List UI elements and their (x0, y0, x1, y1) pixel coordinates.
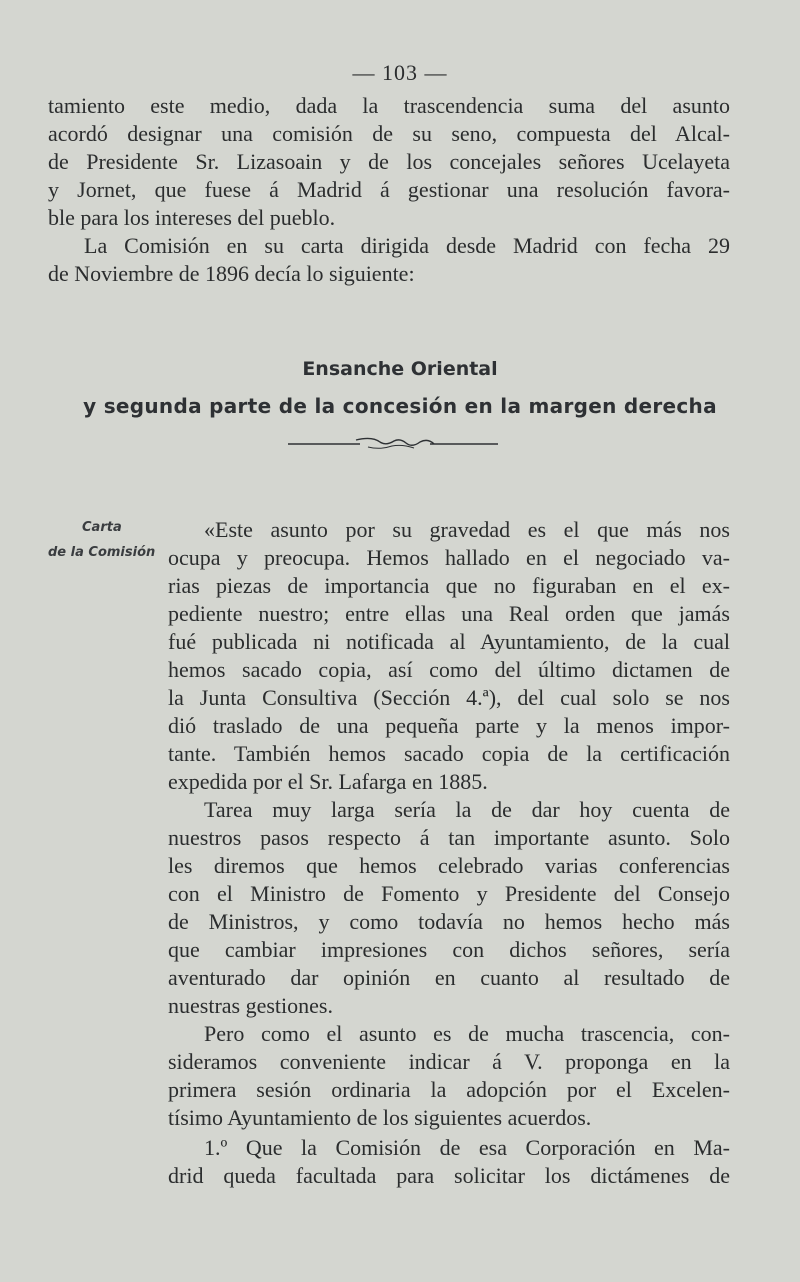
text-line: drid queda facultada para solicitar los dictámenes de (168, 1163, 730, 1188)
text-line: fué publicada ni notificada al Ayuntamiento, de la cual (168, 629, 730, 654)
text-line: Pero como el asunto es de mucha trascencia, con- (204, 1021, 730, 1046)
text-line: nuestras gestiones. (168, 993, 333, 1018)
text-line: primera sesión ordinaria la adopción por el Excelen- (168, 1077, 730, 1102)
text-line: rias piezas de importancia que no figuraban en el ex- (168, 573, 730, 598)
margin-note: de la Comisión (48, 545, 156, 560)
page-number: — 103 — (352, 60, 448, 85)
text-line: tísimo Ayuntamiento de los siguientes acuerdos. (168, 1105, 592, 1130)
section-subheading: y segunda parte de la concesión en la margen derecha (83, 394, 717, 418)
text-line: con el Ministro de Fomento y Presidente del Consejo (168, 881, 730, 906)
margin-note: Carta (82, 520, 122, 535)
text-line: Tarea muy larga sería la de dar hoy cuenta de (204, 797, 730, 822)
text-line: 1.º Que la Comisión de esa Corporación en Ma- (204, 1135, 730, 1160)
text-line: La Comisión en su carta dirigida desde Madrid con fecha 29 (84, 233, 730, 258)
text-line: sideramos conveniente indicar á V. proponga en la (168, 1049, 730, 1074)
text-line: expedida por el Sr. Lafarga en 1885. (168, 769, 488, 794)
text-line: «Este asunto por su gravedad es el que más nos (204, 517, 730, 542)
text-line: ocupa y preocupa. Hemos hallado en el negociado va- (168, 545, 730, 570)
text-line: la Junta Consultiva (Sección 4.ª), del cual solo se nos (168, 685, 730, 710)
text-line: aventurado dar opinión en cuanto al resultado de (168, 965, 730, 990)
text-line: tante. También hemos sacado copia de la certificación (168, 741, 730, 766)
text-line: de Noviembre de 1896 decía lo siguiente: (48, 261, 415, 286)
text-line: y Jornet, que fuese á Madrid á gestionar una resolución favora- (48, 177, 730, 202)
text-line: dió traslado de una pequeña parte y la menos impor- (168, 713, 730, 738)
text-line: nuestros pasos respecto á tan importante asunto. Solo (168, 825, 730, 850)
text-line: tamiento este medio, dada la trascendencia suma del asunto (48, 93, 730, 118)
text-line: de Presidente Sr. Lizasoain y de los concejales señores Ucelayeta (48, 149, 730, 174)
ornament-divider-icon (288, 432, 498, 456)
section-heading: Ensanche Oriental (302, 358, 498, 380)
text-line: de Ministros, y como todavía no hemos hecho más (168, 909, 730, 934)
text-line: les diremos que hemos celebrado varias conferencias (168, 853, 730, 878)
text-line: acordó designar una comisión de su seno, compuesta del Alcal- (48, 121, 730, 146)
text-line: pediente nuestro; entre ellas una Real orden que jamás (168, 601, 730, 626)
text-line: que cambiar impresiones con dichos señores, sería (168, 937, 730, 962)
text-line: hemos sacado copia, así como del último dictamen de (168, 657, 730, 682)
text-line: ble para los intereses del pueblo. (48, 205, 336, 230)
